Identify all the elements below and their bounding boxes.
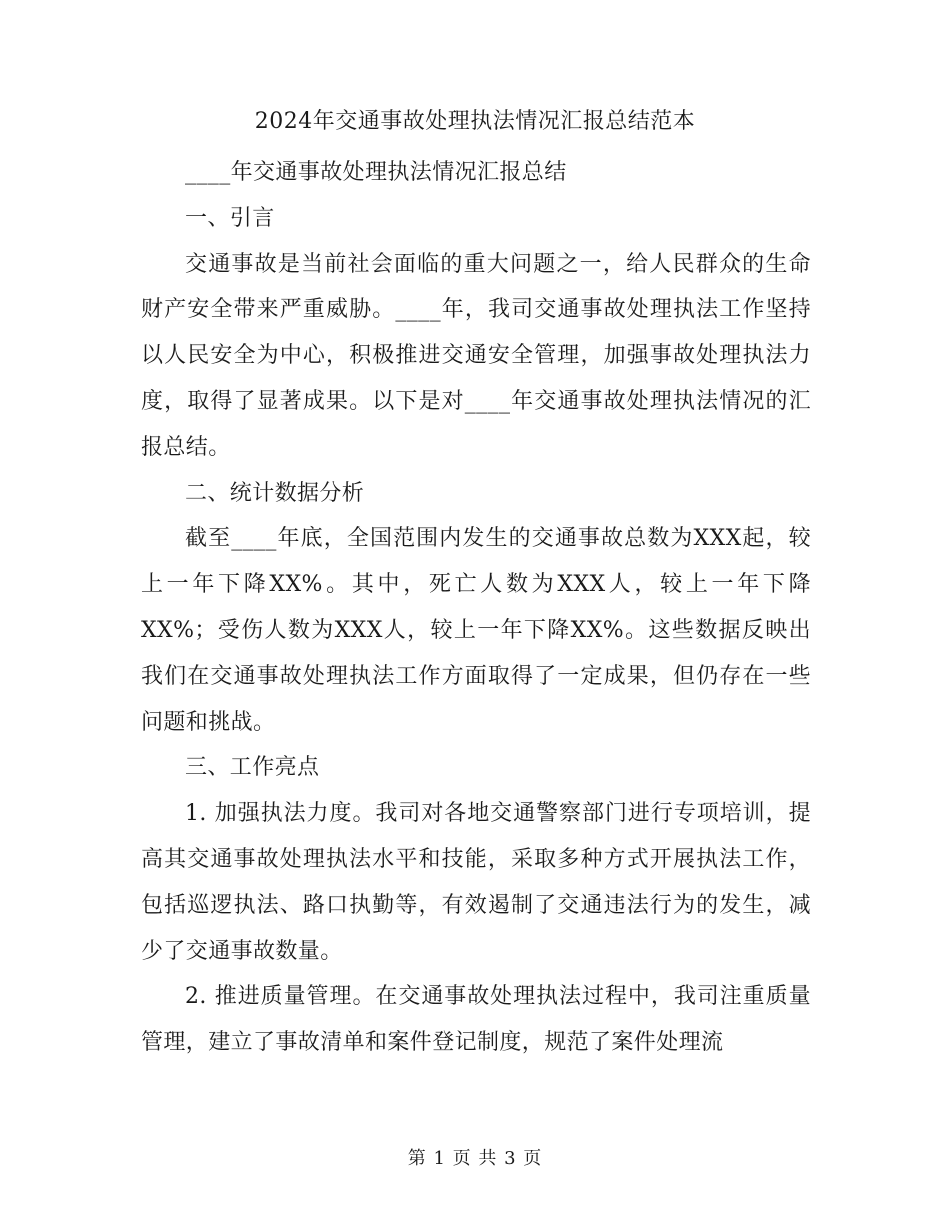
- section-heading-statistics: 二、统计数据分析: [185, 480, 365, 506]
- section-heading-introduction: 一、引言: [185, 205, 275, 231]
- body-paragraph-highlight-2: 2. 推进质量管理。在交通事故处理执法过程中，我司注重质量管理，建立了事故清单和案件登记制度，规范了案件处理流: [141, 984, 811, 1056]
- document-body: [141, 150, 811, 1066]
- section-heading-highlights: 三、工作亮点: [185, 755, 320, 781]
- body-paragraph-statistics: 截至____年底，全国范围内发生的交通事故总数为XXX起，较上一年下降XX%。其中，死亡人数为XXX人，较上一年下降XX%；受伤人数为XXX人，较上一年下降XX%。这些数据反映出我们在交通事故处理执法工作方面取得了一定成果，但仍存在一些问题和挑战。: [141, 526, 811, 735]
- document-title: 2024年交通事故处理执法情况汇报总结范本: [254, 109, 696, 134]
- page-number-footer: 第 1 页 共 3 页: [407, 1148, 543, 1169]
- subtitle-paragraph: ____年交通事故处理执法情况汇报总结: [185, 160, 567, 185]
- body-paragraph-highlight-1: 1. 加强执法力度。我司对各地交通警察部门进行专项培训，提高其交通事故处理执法水平和技能，采取多种方式开展执法工作，包括巡逻执法、路口执勤等，有效遏制了交通违法行为的发生，减少了交通事故数量。: [141, 801, 811, 964]
- body-paragraph-introduction: 交通事故是当前社会面临的重大问题之一，给人民群众的生命财产安全带来严重威胁。____年，我司交通事故处理执法工作坚持以人民安全为中心，积极推进交通安全管理，加强事故处理执法力度，取得了显著成果。以下是对____年交通事故处理执法情况的汇报总结。: [141, 251, 811, 460]
